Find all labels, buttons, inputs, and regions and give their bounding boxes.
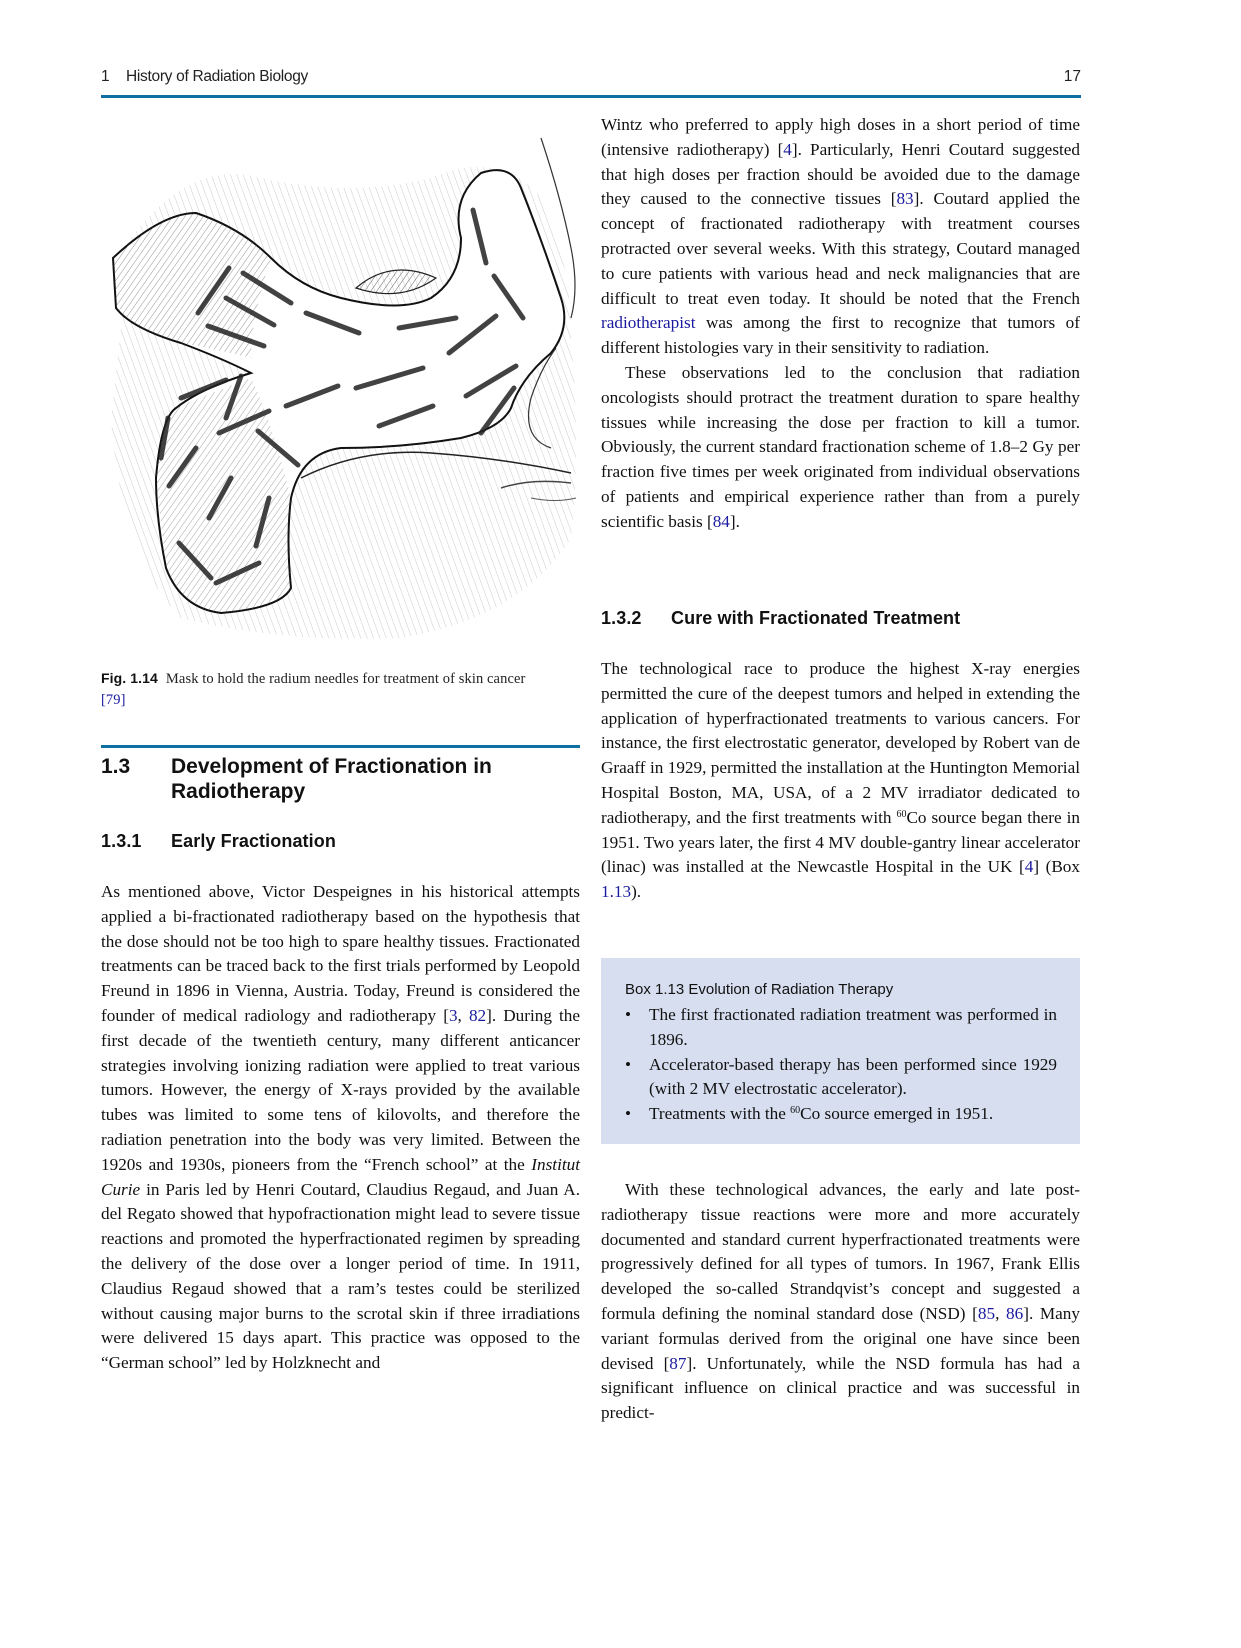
figure-caption: [101, 668, 581, 711]
chapter-title: History of Radiation Biology: [126, 68, 308, 85]
citation-link[interactable]: 86: [1006, 1303, 1024, 1323]
citation-link[interactable]: 83: [896, 189, 914, 209]
figure-caption-text: Mask to hold the radium needles for treatment of skin cancer: [165, 671, 526, 687]
bullet-icon: •: [625, 1005, 632, 1024]
paragraph: As mentioned above, Victor Despeignes in his historical attempts applied a bi-fractionated radiotherapy based on the hypothesis that the dose should not be too high to spare healthy tissues. Fractionated treatments can be traced back to the first trials performed by Leopold Freund in 1896 in Vienna, Austria. Today, Freund is considered the founder of medical radiology and radiotherapy [3, 82]. During the first decade of the twentieth century, many different anticancer strategies involving ionizing radiation were applied to treat various tumors. However, the energy of X-rays provided by the available tubes was limited to some tens of kilovolts, and therefore the radiation penetration into the body was very limited. Between the 1920s and 1930s, pioneers from the “French school” at the Institut Curie in Paris led by Henri Coutard, Claudius Regaud, and Juan A. del Regato showed that hypofractionation might lead to severe tissue reactions and promoted the hyperfractionated regimen by spreading the delivery of the dose over a longer period of time. In 1911, Claudius Regaud showed that a ram’s testes could be sterilized without causing major burns to the scrotal skin if three irradiations were delivered 15 days apart. This practice was opposed to the “German school” led by Holzknecht and: [101, 882, 581, 1373]
page-number: 17: [1063, 68, 1081, 85]
citation-link[interactable]: 87: [669, 1353, 687, 1373]
paragraph: With these technological advances, the early and late post-radiotherapy tissue reactions were more and more accurately documented and standard current hyperfractionated treatments were progressively defined for all types of tumors. In 1967, Frank Ellis developed the so-called Strandqvist’s concept and suggested a formula defining the nominal standard dose (NSD) [85, 86]. Many variant formulas derived from the original one have since been devised [87]. Unfortunately, while the NSD formula has had a significant influence on clinical practice and was successful in predict-: [601, 1180, 1080, 1423]
section-rule: [101, 745, 580, 748]
right-column-body-top: [601, 113, 1080, 535]
citation-link[interactable]: 85: [977, 1303, 996, 1323]
citation-link[interactable]: 4: [783, 139, 792, 159]
mask-illustration-icon: [101, 118, 581, 648]
subsection-number: 1.3.1: [101, 831, 142, 851]
bullet-icon: •: [625, 1054, 632, 1074]
box-link[interactable]: 1.13: [601, 882, 632, 902]
box-list-item: • The first fractionated radiation treatment was performed in 1896.: [625, 1005, 1057, 1049]
header-rule: [101, 95, 1081, 98]
section-number: 1.3: [101, 755, 131, 778]
subsection-heading-cure: [601, 608, 960, 629]
left-column-body: [101, 880, 580, 1376]
box-list-item: • Treatments with the $^{60}$Co source emerged in 1951.: [625, 1102, 1057, 1127]
chapter-heading: [101, 68, 308, 86]
figure-label: Fig. 1.14: [101, 670, 158, 686]
citation-link[interactable]: 4: [1024, 857, 1034, 877]
subsection-heading-early-fractionation: [101, 831, 336, 852]
right-column-body-mid: [601, 657, 1080, 905]
subsection-title: Cure with Fractionated Treatment: [671, 608, 961, 628]
paragraph: The technological race to produce the highest X-ray energies permitted the cure of the deepest tumors and helped in extending the application of hyperfractionated treatments to various cancers. For instance, the first electrostatic generator, developed by Robert van de Graaff in 1929, permitted the installation at the Huntington Memorial Hospital Boston, MA, USA, of a 2 MV irradiator dedicated to radiotherapy, and the first treatments with $^{60}$Co source began there in 1951. Two years later, the first 4 MV double-gantry linear accelerator (linac) was installed at the Newcastle Hospital in the UK [4] (Box 1.13).: [601, 659, 1080, 902]
paragraph: Wintz who preferred to apply high doses in a short period of time (intensive radiotherapy) [4]. Particularly, Henri Coutard suggested that high doses per fraction should be avoided due to the damage they caused to the connective tissues [83]. Coutard applied the concept of fractionated radiotherapy with treatment courses protracted over several weeks. With this strategy, Coutard managed to cure patients with various head and neck malignancies that are difficult to treat even today. It should be noted that the French radiotherapist was among the first to recognize that tumors of different histologies vary in their sensitivity to radiation.: [601, 115, 1080, 358]
subsection-number: 1.3.2: [601, 608, 642, 628]
paragraph: These observations led to the conclusion that radiation oncologists should protract the treatment duration to spare healthy tissues while increasing the dose per fraction to kill a tumor. Obviously, the current standard fractionation scheme of 1.8–2 Gy per fraction five times per week originated from individual observations of patients and empirical experience rather than from a purely scientific basis [84].: [601, 362, 1080, 531]
citation-link[interactable]: 3: [448, 1005, 458, 1025]
box-title: Box 1.13 Evolution of Radiation Therapy: [625, 981, 894, 998]
figure-drawing: [101, 118, 581, 648]
citation-link[interactable]: 82: [468, 1005, 487, 1025]
box-list-item: • Accelerator-based therapy has been performed since 1929 (with 2 MV electrostatic accelerator).: [625, 1054, 1057, 1099]
glossary-link-radiotherapist[interactable]: radiotherapist: [601, 313, 696, 333]
citation-link[interactable]: 84: [712, 511, 730, 531]
bullet-icon: •: [625, 1104, 632, 1124]
info-box: [601, 958, 1080, 1144]
citation-link[interactable]: [79]: [101, 692, 126, 708]
section-title: Development of Fractionation in Radiotherapy: [171, 755, 492, 803]
box-list: [625, 1003, 1057, 1127]
italic-institution: Institut Curie: [101, 1154, 580, 1199]
subsection-title: Early Fractionation: [171, 831, 336, 851]
right-column-body-bottom: [601, 1178, 1080, 1426]
chapter-number: 1: [101, 68, 110, 85]
running-header: [101, 68, 1081, 98]
